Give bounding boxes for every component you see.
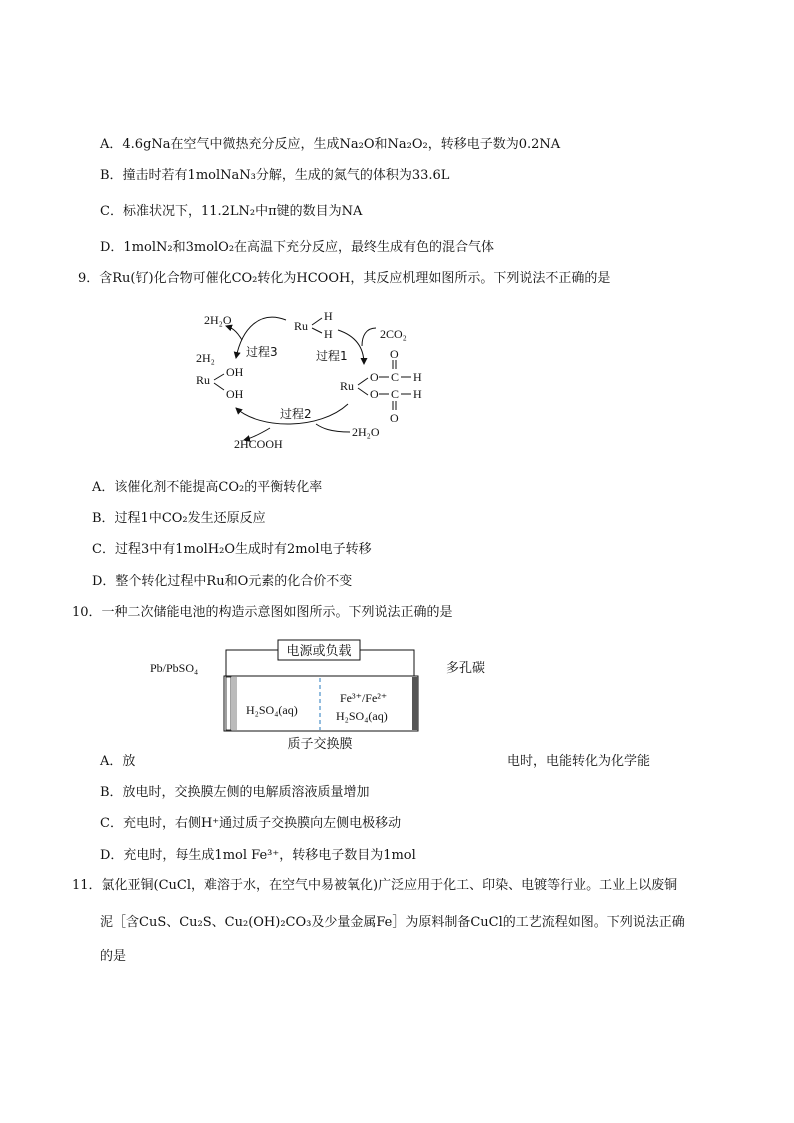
process2-label: 过程2	[280, 407, 312, 421]
q10-battery-diagram	[150, 636, 510, 756]
process3-label: 过程3	[246, 345, 278, 359]
q9-option-c: C．过程3中有1molH₂O生成时有2mol电子转移	[92, 542, 372, 557]
c-label: C	[391, 387, 400, 401]
o-label: O	[390, 347, 399, 361]
co2: 2CO₂	[380, 327, 407, 341]
power-source-label: 电源或负载	[286, 644, 352, 659]
hcooh: 2HCOOH	[234, 437, 283, 451]
q9-mechanism-diagram	[180, 298, 440, 458]
q11-stem-line3: 的是	[100, 949, 127, 964]
q8-option-c: C．标准状况下，11.2LN₂中π键的数目为NA	[100, 204, 363, 219]
q9-option-d: D．整个转化过程中Ru和O元素的化合价不变	[92, 574, 353, 589]
right-solution-acid: H₂SO₄(aq)	[336, 709, 388, 723]
o-label: O	[370, 370, 379, 384]
q9-option-a: A．该催化剂不能提高CO₂的平衡转化率	[92, 480, 323, 495]
h-lower: H	[324, 327, 333, 341]
h-label: H	[413, 370, 422, 384]
left-electrode-label: Pb/PbSO₄	[150, 661, 199, 675]
right-solution-ions: Fe³⁺/Fe²⁺	[340, 691, 388, 705]
h2o-bottom: 2H₂O	[352, 425, 380, 439]
ru-right: Ru	[340, 379, 355, 393]
q10-option-d: D．充电时，每生成1mol Fe³⁺，转移电子数目为1mol	[100, 848, 416, 863]
q10-option-c: C．充电时，右侧H⁺通过质子交换膜向左侧电极移动	[100, 816, 402, 831]
membrane-label: 质子交换膜	[287, 737, 353, 752]
h-label: H	[413, 387, 422, 401]
q8-option-a: A．4.6gNa在空气中微热充分反应，生成Na₂O和Na₂O₂，转移电子数为0.2NA	[100, 137, 561, 152]
o-label: O	[390, 411, 399, 425]
h-upper: H	[324, 309, 333, 323]
q9-option-b: B．过程1中CO₂发生还原反应	[92, 511, 266, 526]
q9-stem: 9．含Ru(钌)化合物可催化CO₂转化为HCOOH，其反应机理如图所示。下列说法不正确的是	[78, 271, 611, 286]
process1-label: 过程1	[316, 349, 348, 363]
q11-stem-line1: 11．氯化亚铜(CuCl，难溶于水，在空气中易被氧化)广泛应用于化工、印染、电镀等行业。工业上以废铜	[72, 878, 678, 893]
ru-top: Ru	[294, 319, 309, 333]
left-solution: H₂SO₄(aq)	[246, 703, 298, 717]
q8-option-d: D．1molN₂和3molO₂在高温下充分反应，最终生成有色的混合气体	[100, 240, 495, 255]
right-electrode	[412, 677, 418, 730]
q11-stem-line2: 泥［含CuS、Cu₂S、Cu₂(OH)₂CO₃及少量金属Fe］为原料制备CuCl的工艺流程如图。下列说法正确	[100, 915, 685, 930]
c-label: C	[391, 370, 400, 384]
oh-lower: OH	[226, 387, 244, 401]
q10-option-a-end: 电时，电能转化为化学能	[507, 754, 651, 769]
q10-stem: 10．一种二次储能电池的构造示意图如图所示。下列说法正确的是	[72, 605, 453, 620]
o-label: O	[370, 387, 379, 401]
h2o-top: 2H₂O	[204, 313, 232, 327]
ru-left: Ru	[196, 373, 211, 387]
h2: 2H₂	[196, 351, 215, 365]
left-electrode	[231, 677, 237, 730]
oh-upper: OH	[226, 365, 244, 379]
q8-option-b: B．撞击时若有1molNaN₃分解，生成的氮气的体积为33.6L	[100, 168, 450, 183]
right-electrode-label: 多孔碳	[446, 661, 486, 676]
q10-option-a-start: A．放	[100, 754, 136, 769]
q10-option-b: B．放电时，交换膜左侧的电解质溶液质量增加	[100, 785, 370, 800]
